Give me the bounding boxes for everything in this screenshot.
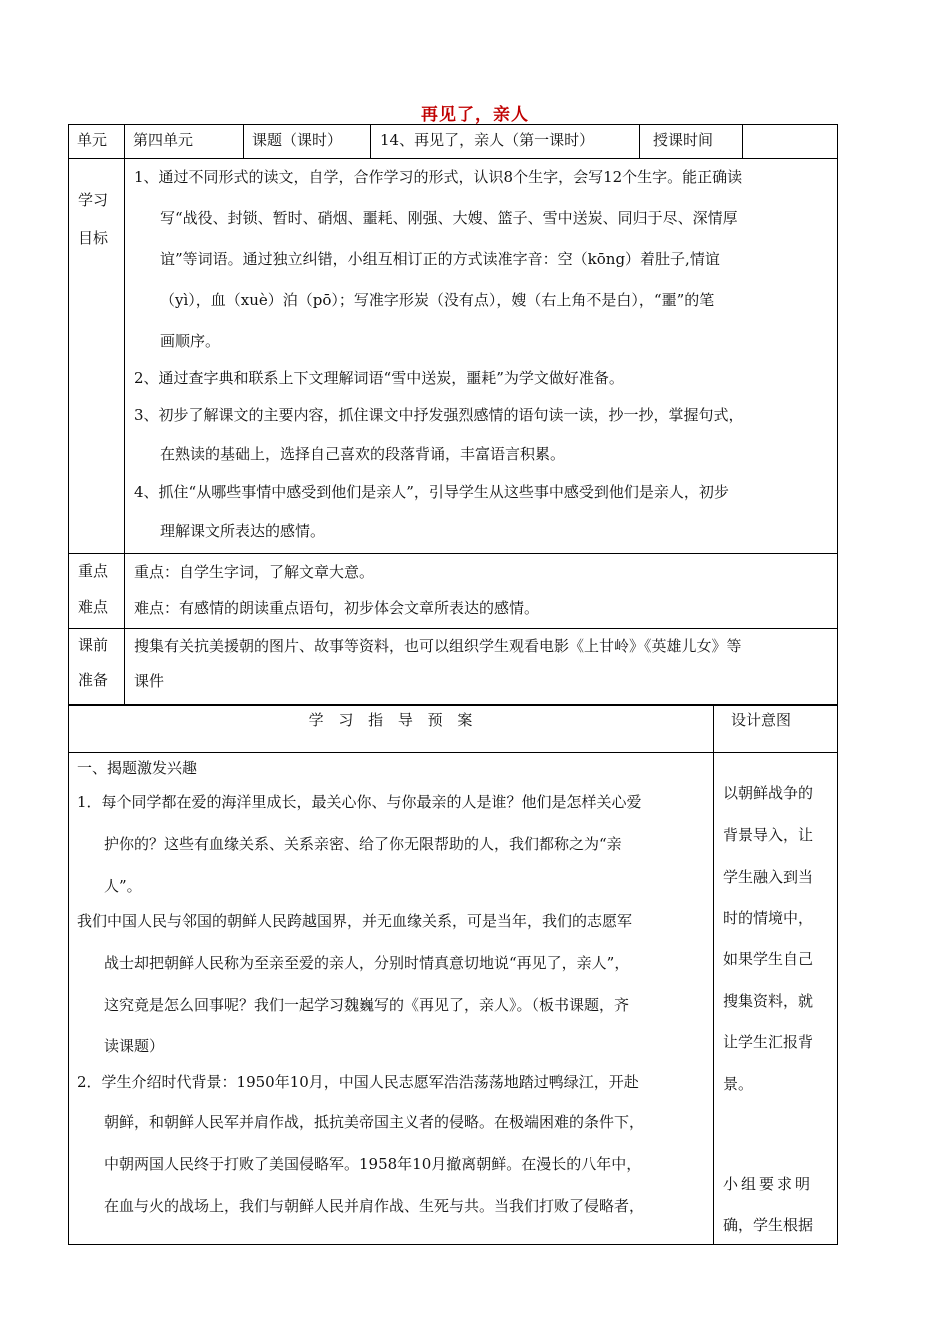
keypoints-label-2: 难点 bbox=[78, 598, 109, 616]
goals-label: 学习 bbox=[78, 191, 109, 209]
plan-line: 这究竟是怎么回事呢？我们一起学习魏巍写的《再见了，亲人》。（板书课题，齐 bbox=[104, 996, 630, 1014]
intent-line: 时的情境中， bbox=[723, 909, 814, 927]
preparation-line: 搜集有关抗美援朝的图片、故事等资料，也可以组织学生观看电影《上甘岭》《英雄儿女》等 bbox=[134, 637, 742, 655]
goals-line: 画顺序。 bbox=[160, 332, 221, 350]
intent-line: 让学生汇报背 bbox=[723, 1033, 814, 1051]
plan-header: 学 习 指 导 预 案 bbox=[308, 711, 473, 729]
unit-label: 单元 bbox=[77, 131, 108, 149]
goals-line: 写“战役、封锁、暂时、硝烟、噩耗、刚强、大嫂、篮子、雪中送炭、同归于尽、深情厚 bbox=[160, 209, 738, 227]
intent-line: 搜集资料，就 bbox=[723, 992, 814, 1010]
document-title: 再见了，亲人 bbox=[421, 105, 529, 125]
keypoints-line: 难点：有感情的朗读重点语句，初步体会文章所表达的感情。 bbox=[134, 599, 540, 617]
time-label: 授课时间 bbox=[653, 131, 714, 149]
plan-line: 我们中国人民与邻国的朝鲜人民跨越国界，并无血缘关系，可是当年，我们的志愿军 bbox=[77, 912, 633, 930]
intent-line: 以朝鲜战争的 bbox=[723, 784, 814, 802]
goals-line: 4、抓住“从哪些事情中感受到他们是亲人”，引导学生从这些事中感受到他们是亲人，初步 bbox=[134, 483, 729, 501]
preparation-line: 课件 bbox=[134, 672, 165, 690]
goals-line: 2、通过查字典和联系上下文理解词语“雪中送炭，噩耗”为学文做好准备。 bbox=[134, 369, 624, 387]
topic-label: 课题（课时） bbox=[252, 131, 343, 149]
goals-line: 1、通过不同形式的读文，自学，合作学习的形式，认识8个生字，会写12个生字。能正确读 bbox=[134, 168, 743, 186]
unit-value: 第四单元 bbox=[133, 131, 194, 149]
keypoints-line: 重点：自学生字词，了解文章大意。 bbox=[134, 563, 375, 581]
intent-line: 学生融入到当 bbox=[723, 868, 814, 886]
preparation-label: 课前 bbox=[78, 636, 109, 654]
goals-line: 3、初步了解课文的主要内容，抓住课文中抒发强烈感情的语句读一读，抄一抄，掌握句式， bbox=[134, 406, 744, 424]
plan-line: 人”。 bbox=[104, 877, 142, 895]
intent-line: 小组要求明 bbox=[723, 1175, 814, 1193]
intent-line: 景。 bbox=[723, 1075, 754, 1093]
goals-line: 在熟读的基础上，选择自己喜欢的段落背诵，丰富语言积累。 bbox=[160, 445, 566, 463]
goals-line: 理解课文所表达的感情。 bbox=[160, 522, 326, 540]
topic-value: 14、再见了，亲人（第一课时） bbox=[380, 131, 595, 149]
plan-line: 在血与火的战场上，我们与朝鲜人民并肩作战、生死与共。当我们打败了侵略者， bbox=[104, 1197, 645, 1215]
plan-line: 中朝两国人民终于打败了美国侵略军。1958年10月撤离朝鲜。在漫长的八年中， bbox=[104, 1155, 642, 1173]
preparation-label-2: 准备 bbox=[78, 671, 109, 689]
intent-header: 设计意图 bbox=[731, 711, 792, 729]
plan-line: 朝鲜，和朝鲜人民军并肩作战，抵抗美帝国主义者的侵略。在极端困难的条件下， bbox=[104, 1113, 645, 1131]
plan-line: 2．学生介绍时代背景：1950年10月，中国人民志愿军浩浩荡荡地踏过鸭绿江，开赴 bbox=[77, 1073, 639, 1091]
intent-line: 如果学生自己 bbox=[723, 950, 814, 968]
plan-line: 读课题） bbox=[104, 1037, 165, 1055]
goals-line: （yì），血（xuè）泊（pō）；写准字形炭（没有点），嫂（右上角不是白），“噩”的笔 bbox=[160, 291, 715, 309]
intent-line: 确，学生根据 bbox=[723, 1216, 814, 1234]
plan-line: 1．每个同学都在爱的海洋里成长，最关心你、与你最亲的人是谁？他们是怎样关心爱 bbox=[77, 793, 642, 811]
intent-line: 背景导入，让 bbox=[723, 826, 814, 844]
goals-line: 谊”等词语。通过独立纠错，小组互相订正的方式读准字音：空（kōng）着肚子,情谊 bbox=[160, 250, 720, 268]
plan-line: 护你的？这些有血缘关系、关系亲密、给了你无限帮助的人，我们都称之为“亲 bbox=[104, 835, 622, 853]
plan-line: 一、揭题激发兴趣 bbox=[77, 759, 198, 777]
goals-label-2: 目标 bbox=[78, 229, 109, 247]
plan-line: 战士却把朝鲜人民称为至亲至爱的亲人，分别时情真意切地说“再见了，亲人”， bbox=[104, 954, 630, 972]
keypoints-label: 重点 bbox=[78, 562, 109, 580]
